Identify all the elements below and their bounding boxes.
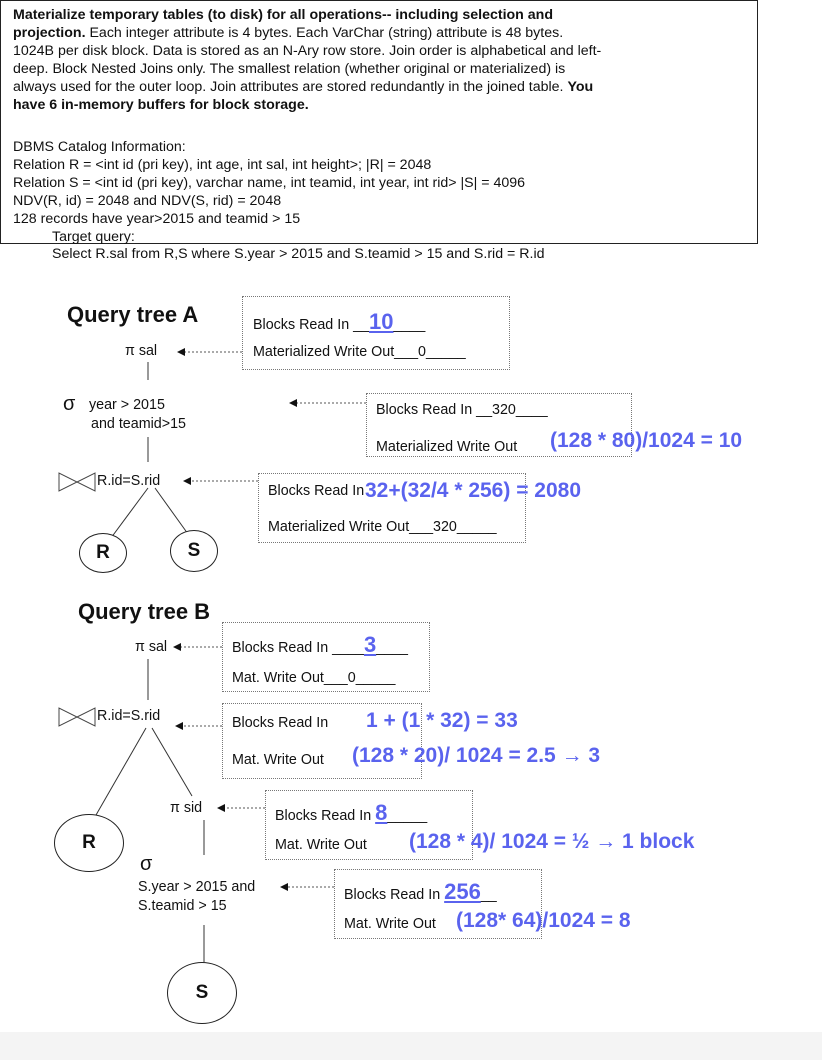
tree-b-project-read-label: Blocks Read In ____3____ <box>232 632 409 657</box>
problem-line-5: always used for the outer loop. Join attributes are stored redundantly in the joined table. You <box>13 79 594 95</box>
page-bottom-band <box>0 1032 822 1060</box>
tree-b-select-condition-2: S.teamid > 15 <box>138 898 227 914</box>
tree-a-join-read-label: Blocks Read In <box>268 483 365 499</box>
query-tree-a-title: Query tree A <box>67 302 199 327</box>
problem-line-6: have 6 in-memory buffers for block storage. <box>13 97 309 113</box>
tree-a-project-write-label: Materialized Write Out___0_____ <box>253 344 466 360</box>
tree-b-project-sal: π sal <box>135 639 168 655</box>
tree-b-join-read-value: 1 + (1 * 32) = 33 <box>366 709 518 732</box>
tree-a-project-cost-box <box>242 296 510 370</box>
tree-a-leaf-r: R <box>79 533 127 573</box>
problem-line-3: 1024B per disk block. Data is stored as an N-Ary row store. Join order is alphabetical and left- <box>13 43 602 59</box>
tree-b-select-condition-1: S.year > 2015 and <box>138 879 256 895</box>
tree-b-select-read-label: Blocks Read In 256__ <box>344 879 497 904</box>
tree-a-project-read-value: 10 <box>369 309 394 334</box>
problem-line-2: projection. Each integer attribute is 4 bytes. Each VarChar (string) attribute is 48 bytes. <box>13 25 564 41</box>
tree-b-join-write-value: (128 * 20)/ 1024 = 2.5 → 3 <box>352 744 601 767</box>
tree-b-select-read-value: 256 <box>444 879 481 904</box>
tree-a-select-write-value: (128 * 80)/1024 = 10 <box>550 429 743 452</box>
tree-a-leaf-s: S <box>170 530 218 572</box>
tree-b-select-sigma: σ <box>140 853 153 875</box>
tree-b-select-write-label: Mat. Write Out <box>344 916 436 932</box>
tree-b-sid-write-value: (128 * 4)/ 1024 = ½ → 1 block <box>409 830 695 853</box>
tree-a-select-write-label: Materialized Write Out <box>376 439 518 455</box>
tree-b-sid-read-value: 8 <box>375 800 388 825</box>
tree-a-join-read-value: 32+(32/4 * 256) = 2080 <box>365 479 582 502</box>
tree-b-join-write-label: Mat. Write Out <box>232 752 324 768</box>
catalog-relation-r: Relation R = <int id (pri key), int age, int sal, int height>; |R| = 2048 <box>13 157 432 173</box>
tree-b-join-condition: R.id=S.rid <box>97 708 161 724</box>
query-tree-b-title: Query tree B <box>78 599 211 624</box>
catalog-target-query: Select R.sal from R,S where S.year > 2015 and S.teamid > 15 and S.rid = R.id <box>52 246 545 262</box>
catalog-ndv: NDV(R, id) = 2048 and NDV(S, rid) = 2048 <box>13 193 282 209</box>
tree-a-select-condition-2: and teamid>15 <box>91 416 186 432</box>
tree-b-project-write-label: Mat. Write Out___0_____ <box>232 670 396 686</box>
catalog-selectivity: 128 records have year>2015 and teamid > 15 <box>13 211 301 227</box>
tree-b-project-cost-box <box>222 622 430 692</box>
tree-b-sid-read-label: Blocks Read In 8_____ <box>275 800 428 825</box>
tree-b-select-write-value: (128* 64)/1024 = 8 <box>456 909 631 932</box>
tree-a-join-condition: R.id=S.rid <box>97 473 161 489</box>
catalog-relation-s: Relation S = <int id (pri key), varchar name, int teamid, int year, int rid> |S| = 4096 <box>13 175 526 191</box>
catalog-heading: DBMS Catalog Information: <box>13 139 186 155</box>
tree-a-select-sigma: σ <box>63 393 76 415</box>
tree-b-project-sid: π sid <box>170 800 203 816</box>
tree-b-join-read-label: Blocks Read In <box>232 715 329 731</box>
tree-b-sid-write-label: Mat. Write Out <box>275 837 367 853</box>
tree-b-project-read-value: 3 <box>363 632 377 657</box>
problem-line-1: Materialize temporary tables (to disk) for all operations-- including selection and <box>13 7 554 23</box>
tree-b-leaf-r: R <box>54 814 124 872</box>
tree-a-join-write-label: Materialized Write Out___320_____ <box>268 519 497 535</box>
tree-a-project-sal: π sal <box>125 343 158 359</box>
tree-a-select-condition-1: year > 2015 <box>89 397 165 413</box>
tree-a-project-read-label: Blocks Read In __10____ <box>253 309 426 334</box>
tree-b-leaf-s: S <box>167 962 237 1024</box>
problem-line-4: deep. Block Nested Joins only. The smallest relation (whether original or materialized) is <box>13 61 566 77</box>
tree-a-select-read-label: Blocks Read In __320____ <box>376 402 548 418</box>
catalog-target-query-label: Target query: <box>52 229 135 245</box>
